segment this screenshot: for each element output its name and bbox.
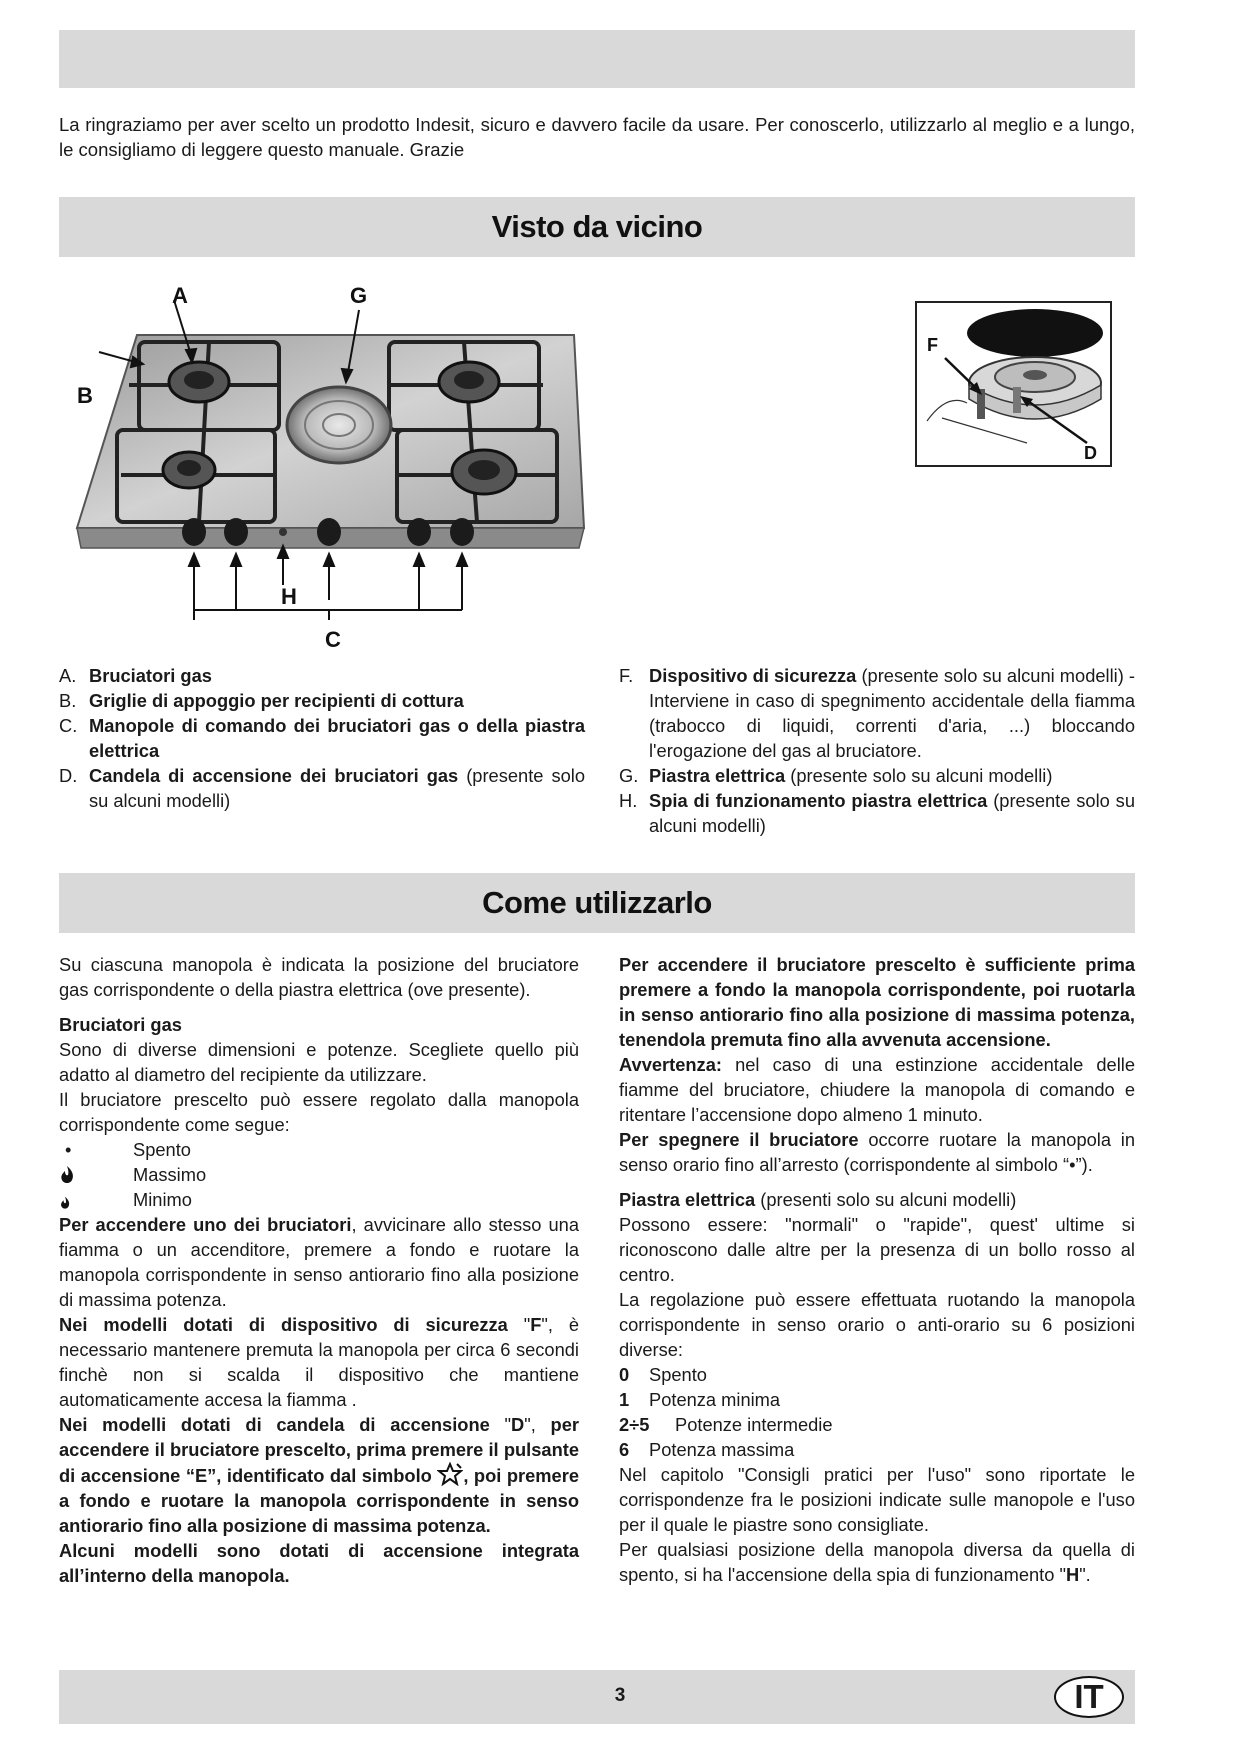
left-p4 [59,1212,579,1312]
p6-a: Nei modelli dotati di candela di accensione [59,1414,490,1435]
pilot-light [279,528,287,536]
position-key: 0 [619,1364,630,1385]
label-h: H [281,584,297,609]
legend-letter: H. [619,790,638,811]
right-p2 [619,1052,1135,1127]
position-row [619,1387,1135,1412]
p6-letter: D [511,1414,525,1435]
left-column [59,952,579,1588]
cooktop-diagram [59,270,619,650]
right-p3 [619,1127,1135,1177]
position-row [619,1412,1135,1437]
large-flame-icon [59,1165,75,1185]
position-label: Potenza massima [649,1439,795,1460]
label-g: G [350,283,368,308]
p3-bold: Per spegnere il bruciatore [619,1129,859,1150]
legend-letter: A. [59,665,77,686]
p6-c: , poi premere a fondo e ruotare la manopola corrispondente in senso antiorario fino alla posizione di massima potenza. [59,1465,579,1536]
symbol-label: Spento [133,1139,191,1160]
symbol-label: Minimo [133,1189,192,1210]
p7-letter: H [1065,1564,1080,1585]
legend-letter: D. [59,765,78,786]
heading-text: Piastra elettrica [619,1189,756,1210]
left-p5 [59,1312,579,1412]
p5-rest: ", è necessario mantenere premuta la manopola per circa 6 secondi finchè non si scalda il dispositivo che mantiene automaticamente accesa la fiamma . [59,1314,579,1410]
right-p1: Per accendere il bruciatore prescelto è sufficiente prima premere a fondo la manopola corrispondente, poi ruotarla in senso antiorario fino alla posizione di massima potenza, tenendola premuta fino alla avvenuta accensione. [619,954,1135,1050]
position-row [619,1437,1135,1462]
p6-b: per accendere il bruciatore prescelto, prima premere il pulsante di accensione “E”, identificato dal simbolo [59,1414,579,1486]
legend-item-c [59,713,585,763]
label-c: C [325,627,341,652]
legend-item-a [59,663,585,688]
burner-detail-box [915,301,1112,467]
legend-term: Piastra elettrica [649,765,786,786]
intro-text: La ringraziamo per aver scelto un prodotto Indesit, sicuro e davvero facile da usare. Per conoscerlo, utilizzarlo al meglio e a lungo, le consigliamo di leggere questo manuale. Grazie [59,114,1135,160]
legend-letter: F. [619,665,634,686]
right-p4: Possono essere: "normali" o "rapide", quest' ultime si riconoscono dalle altre per la presenza di un bollo rosso al centro. [619,1214,1135,1285]
p6-quote2: ", [524,1414,551,1435]
legend-item-f [619,663,1135,763]
position-label: Spento [649,1364,707,1385]
right-p6: Nel capitolo "Consigli pratici per l'uso" sono riportate le corrispondenze fra le posizioni indicate sulle manopole e l'uso per il quale le piastre sono consigliate. [619,1464,1135,1535]
left-p3: Il bruciatore prescelto può essere regolato dalla manopola corrispondente come segue: [59,1089,579,1135]
symbol-row-spento [59,1137,579,1162]
legend-term: Griglie di appoggio per recipienti di cottura [89,690,464,711]
legend-desc: (presente solo su alcuni modelli) [785,765,1053,786]
legend-term: Dispositivo di sicurezza [649,665,857,686]
position-key: 6 [619,1439,630,1460]
p4-rest: , avvicinare allo stesso una fiamma o un accenditore, premere a fondo e ruotare la manopola corrispondente in senso antiorario fino alla posizione di massima potenza. [59,1214,579,1310]
legend-term: Bruciatori gas [89,665,212,686]
position-key: 1 [619,1389,630,1410]
heading-piastra-elettrica [619,1187,1135,1212]
legend-item-d [59,763,585,813]
legend-right [619,663,1135,838]
left-p6 [59,1412,579,1538]
legend-item-g [619,763,1135,788]
legend-desc: (presente solo su alcuni modelli) [89,765,585,811]
p7-a: Per qualsiasi posizione della manopola diversa da quella di spento, si ha l'accensione della spia di funzionamento " [619,1539,1135,1585]
symbol-label: Massimo [133,1164,207,1185]
p2-rest: nel caso di una estinzione accidentale delle fiamme del bruciatore, chiudere la manopola di comando e ritentare l’accensione dopo almeno 1 minuto. [619,1054,1135,1125]
legend-letter: B. [59,690,77,711]
p5-letter: F [530,1314,542,1335]
symbol-row-minimo [59,1187,579,1212]
label-a: A [172,283,188,308]
section-title-visto: Visto da vicino [491,209,703,244]
p2-bold: Avvertenza: [619,1054,722,1075]
electric-plate [287,387,391,463]
burner-detail-drawing [917,303,1110,465]
right-p7 [619,1537,1135,1587]
legend-letter: C. [59,715,78,736]
section-title-come: Come utilizzarlo [482,885,712,920]
section-header-visto [59,197,1135,257]
legend-term: Manopole di comando dei bruciatori gas o della piastra elettrica [89,715,585,761]
p7-b: ". [1079,1564,1091,1585]
p5-quote: " [507,1314,531,1335]
position-label: Potenza minima [649,1389,781,1410]
label-f: F [927,335,938,355]
right-column [619,952,1135,1587]
legend-desc: (presente solo su alcuni modelli) - Interviene in caso di spegnimento accidentale della fiamma (trabocco di liquidi, correnti d'aria, ...) bloccando l'erogazione del gas al bruciatore. [649,665,1136,761]
label-d: D [1084,443,1097,463]
legend-term: Candela di accensione dei bruciatori gas [89,765,459,786]
legend-item-b [59,688,585,713]
left-p7: Alcuni modelli sono dotati di accensione integrata all’interno della manopola. [59,1540,579,1586]
p5-bold: Nei modelli dotati di dispositivo di sicurezza [59,1314,508,1335]
symbol-row-massimo [59,1162,579,1187]
right-p5: La regolazione può essere effettuata ruotando la manopola corrispondente in senso orario o anti-orario su 6 posizioni diverse: [619,1289,1135,1360]
legend-item-h [619,788,1135,838]
label-b: B [77,383,93,408]
dot-icon: • [65,1139,72,1160]
position-row [619,1362,1135,1387]
heading-text: Bruciatori gas [59,1014,182,1035]
position-label: Potenze intermedie [675,1414,833,1435]
legend-term: Spia di funzionamento piastra elettrica [649,790,988,811]
top-header-bar [59,30,1135,88]
p4-bold: Per accendere uno dei bruciatori [59,1214,352,1235]
heading-note: (presenti solo su alcuni modelli) [755,1189,1017,1210]
legend-letter: G. [619,765,639,786]
p6-quote: " [489,1414,512,1435]
p3-rest: occorre ruotare la manopola in senso orario fino all’arresto (corrispondente al simbolo “•”). [619,1129,1136,1175]
left-p2: Sono di diverse dimensioni e potenze. Scegliete quello più adatto al diametro del recipiente da utilizzare. [59,1039,579,1085]
heading-bruciatori-gas [59,1012,579,1037]
section-header-come [59,873,1135,933]
legend-desc: (presente solo su alcuni modelli) [649,790,1135,836]
language-badge: IT [1054,1676,1124,1718]
left-p1: Su ciascuna manopola è indicata la posizione del bruciatore gas corrispondente o della piastra elettrica (ove presente). [59,954,579,1000]
page-number: 3 [614,1685,626,1706]
spark-star-icon [437,1462,463,1486]
small-flame-icon [59,1196,71,1210]
legend-left [59,663,585,813]
position-key: 2÷5 [619,1414,650,1435]
